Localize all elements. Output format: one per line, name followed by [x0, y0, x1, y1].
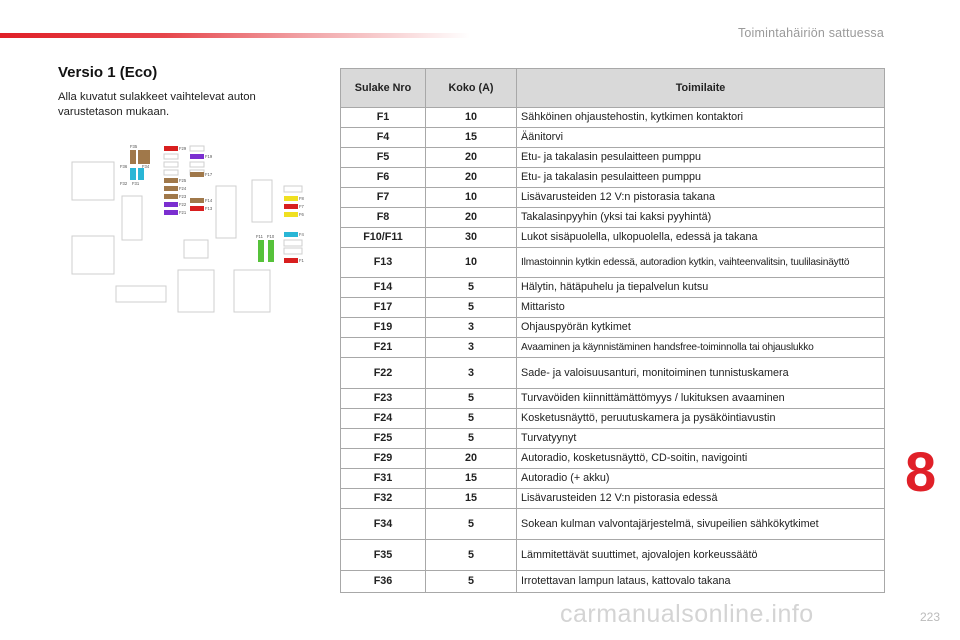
function-cell: Turvavöiden kiinnittämättömyys / lukituksen avaaminen [517, 389, 885, 409]
amp-cell: 20 [426, 168, 517, 188]
fuse-cell: F31 [341, 469, 426, 489]
table-row [341, 168, 885, 188]
function-cell: Takalasinpyyhin (yksi tai kaksi pyyhintä) [517, 208, 885, 228]
function-cell: Sokean kulman valvontajärjestelmä, sivupeilien sähkökytkimet [517, 509, 885, 540]
table-row [341, 489, 885, 509]
fuse-f7 [284, 204, 298, 209]
function-cell: Hälytin, hätäpuhelu ja tiepalvelun kutsu [517, 278, 885, 298]
function-cell: Lämmitettävät suuttimet, ajovalojen korkeussäätö [517, 540, 885, 571]
fuse-slot [284, 240, 302, 246]
fuse-cell: F25 [341, 429, 426, 449]
label-f25: F25 [179, 178, 187, 183]
table-row [341, 449, 885, 469]
fuse-slot [190, 146, 204, 151]
fuse-f14 [190, 198, 204, 203]
fuse-cell: F1 [341, 108, 426, 128]
amp-cell: 3 [426, 338, 517, 358]
fuse-f19 [190, 154, 204, 159]
amp-cell: 3 [426, 358, 517, 389]
amp-cell: 10 [426, 188, 517, 208]
fuse-f8 [284, 196, 298, 201]
amp-cell: 5 [426, 278, 517, 298]
label-f4: F4 [299, 232, 304, 237]
table-row [341, 358, 885, 389]
amp-cell: 30 [426, 228, 517, 248]
fuse-f36 [138, 150, 144, 164]
fuse-f31 [138, 168, 144, 180]
col-header-amp: Koko (A) [426, 69, 517, 108]
fuse-cell: F10/F11 [341, 228, 426, 248]
fuse-slot [164, 162, 178, 167]
amp-cell: 10 [426, 248, 517, 278]
col-header-function: Toimilaite [517, 69, 885, 108]
table-row [341, 389, 885, 409]
relay-outline [72, 162, 114, 200]
amp-cell: 20 [426, 208, 517, 228]
fuse-slot [164, 170, 178, 175]
relay-outline [216, 186, 236, 238]
fuse-f32 [130, 168, 136, 180]
relay-outline [252, 180, 272, 222]
table-row [341, 318, 885, 338]
fuse-f1 [284, 258, 298, 263]
label-f36: F36 [120, 164, 128, 169]
fuse-f11 [258, 240, 264, 262]
fuse-cell: F32 [341, 489, 426, 509]
label-f17: F17 [205, 172, 213, 177]
fuse-cell: F36 [341, 571, 426, 593]
fuse-cell: F7 [341, 188, 426, 208]
fuse-cell: F21 [341, 338, 426, 358]
table-row [341, 278, 885, 298]
relay-outline [234, 270, 270, 312]
table-row [341, 429, 885, 449]
fuse-f29 [164, 146, 178, 151]
page-title: Versio 1 (Eco) [58, 64, 158, 81]
amp-cell: 15 [426, 489, 517, 509]
amp-cell: 20 [426, 449, 517, 469]
fuse-cell: F17 [341, 298, 426, 318]
label-f35: F35 [130, 144, 138, 149]
fuse-cell: F8 [341, 208, 426, 228]
table-row [341, 128, 885, 148]
fuse-box-diagram [68, 140, 318, 320]
amp-cell: 20 [426, 148, 517, 168]
fuse-cell: F14 [341, 278, 426, 298]
amp-cell: 10 [426, 108, 517, 128]
fuse-cell: F35 [341, 540, 426, 571]
function-cell: Autoradio (+ akku) [517, 469, 885, 489]
relay-outline [122, 196, 142, 240]
fuse-f35 [130, 150, 136, 164]
label-f1: F1 [299, 258, 304, 263]
function-cell: Sade- ja valoisuusanturi, monitoiminen tunnistuskamera [517, 358, 885, 389]
function-cell: Ohjauspyörän kytkimet [517, 318, 885, 338]
label-f8: F8 [299, 196, 304, 201]
table-row [341, 571, 885, 593]
fuse-f23 [164, 194, 178, 199]
table-row [341, 509, 885, 540]
amp-cell: 5 [426, 298, 517, 318]
amp-cell: 3 [426, 318, 517, 338]
fuse-f10 [268, 240, 274, 262]
label-f10: F10 [267, 234, 275, 239]
fuse-f34 [144, 150, 150, 164]
amp-cell: 5 [426, 540, 517, 571]
relay-outline [178, 270, 214, 312]
fuse-cluster-top [130, 146, 298, 263]
function-cell: Ilmastoinnin kytkin edessä, autoradion kytkin, vaihteenvalitsin, tuulilasinäyttö [517, 248, 885, 278]
amp-cell: 5 [426, 429, 517, 449]
fuse-cell: F23 [341, 389, 426, 409]
label-f31: F31 [132, 181, 140, 186]
table-row [341, 148, 885, 168]
label-f22: F22 [179, 202, 187, 207]
amp-cell: 15 [426, 128, 517, 148]
fuse-f22 [164, 202, 178, 207]
table-header-row [341, 69, 885, 108]
function-cell: Lukot sisäpuolella, ulkopuolella, edessä ja takana [517, 228, 885, 248]
function-cell: Sähköinen ohjaustehostin, kytkimen kontaktori [517, 108, 885, 128]
label-f13: F13 [205, 206, 213, 211]
function-cell: Mittaristo [517, 298, 885, 318]
function-cell: Etu- ja takalasin pesulaitteen pumppu [517, 168, 885, 188]
function-cell: Turvatyynyt [517, 429, 885, 449]
function-cell: Irrotettavan lampun lataus, kattovalo takana [517, 571, 885, 593]
fuse-cell: F24 [341, 409, 426, 429]
label-f23: F23 [179, 194, 187, 199]
section-title: Toimintahäiriön sattuessa [737, 26, 884, 40]
fuse-f6 [284, 212, 298, 217]
function-cell: Äänitorvi [517, 128, 885, 148]
function-cell: Lisävarusteiden 12 V:n pistorasia takana [517, 188, 885, 208]
table-row [341, 469, 885, 489]
label-f19: F19 [205, 154, 213, 159]
amp-cell: 15 [426, 469, 517, 489]
function-cell: Autoradio, kosketusnäyttö, CD-soitin, navigointi [517, 449, 885, 469]
label-f34: F34 [142, 164, 150, 169]
fuse-f4 [284, 232, 298, 237]
fuse-slot [284, 248, 302, 254]
function-cell: Etu- ja takalasin pesulaitteen pumppu [517, 148, 885, 168]
fuse-f21 [164, 210, 178, 215]
label-f32: F32 [120, 181, 128, 186]
intro-text: Alla kuvatut sulakkeet vaihtelevat auton varustetason mukaan. [58, 91, 256, 118]
label-f7: F7 [299, 204, 304, 209]
relay-outline [116, 286, 166, 302]
amp-cell: 5 [426, 389, 517, 409]
amp-cell: 5 [426, 409, 517, 429]
fuse-cell: F19 [341, 318, 426, 338]
table-row [341, 338, 885, 358]
fuse-f13 [190, 206, 204, 211]
col-header-fuse: Sulake Nro [341, 69, 426, 108]
table-row [341, 108, 885, 128]
label-f24: F24 [179, 186, 187, 191]
table-row [341, 208, 885, 228]
fuse-f25 [164, 178, 178, 183]
table-row [341, 298, 885, 318]
fuse-cell: F13 [341, 248, 426, 278]
fuse-cell: F34 [341, 509, 426, 540]
fuse-f24 [164, 186, 178, 191]
page-number: 223 [919, 610, 940, 624]
label-f21: F21 [179, 210, 187, 215]
amp-cell: 5 [426, 571, 517, 593]
table-row [341, 188, 885, 208]
label-f14: F14 [205, 198, 213, 203]
fuse-slot [190, 162, 204, 167]
watermark: carmanualsonline.info [560, 600, 814, 628]
table-row [341, 409, 885, 429]
label-f11: F11 [256, 234, 263, 239]
relay-outline [184, 240, 208, 258]
fuse-cell: F29 [341, 449, 426, 469]
fuse-cell: F5 [341, 148, 426, 168]
fuse-cell: F6 [341, 168, 426, 188]
fuse-cell: F22 [341, 358, 426, 389]
fuse-slot [284, 186, 302, 192]
amp-cell: 5 [426, 509, 517, 540]
fuse-slot [164, 154, 178, 159]
relay-outline [72, 236, 114, 274]
fuse-cell: F4 [341, 128, 426, 148]
label-f6: F6 [299, 212, 304, 217]
table-row [341, 228, 885, 248]
function-cell: Kosketusnäyttö, peruutuskamera ja pysäköintiavustin [517, 409, 885, 429]
table-row [341, 540, 885, 571]
label-f29: F29 [179, 146, 187, 151]
header-accent-bar [0, 33, 470, 38]
fuse-table [340, 68, 885, 593]
table-row [341, 248, 885, 278]
function-cell: Avaaminen ja käynnistäminen handsfree-toiminnolla tai ohjauslukko [517, 338, 885, 358]
function-cell: Lisävarusteiden 12 V:n pistorasia edessä [517, 489, 885, 509]
fuse-f17 [190, 172, 204, 177]
chapter-number: 8 [905, 440, 937, 503]
